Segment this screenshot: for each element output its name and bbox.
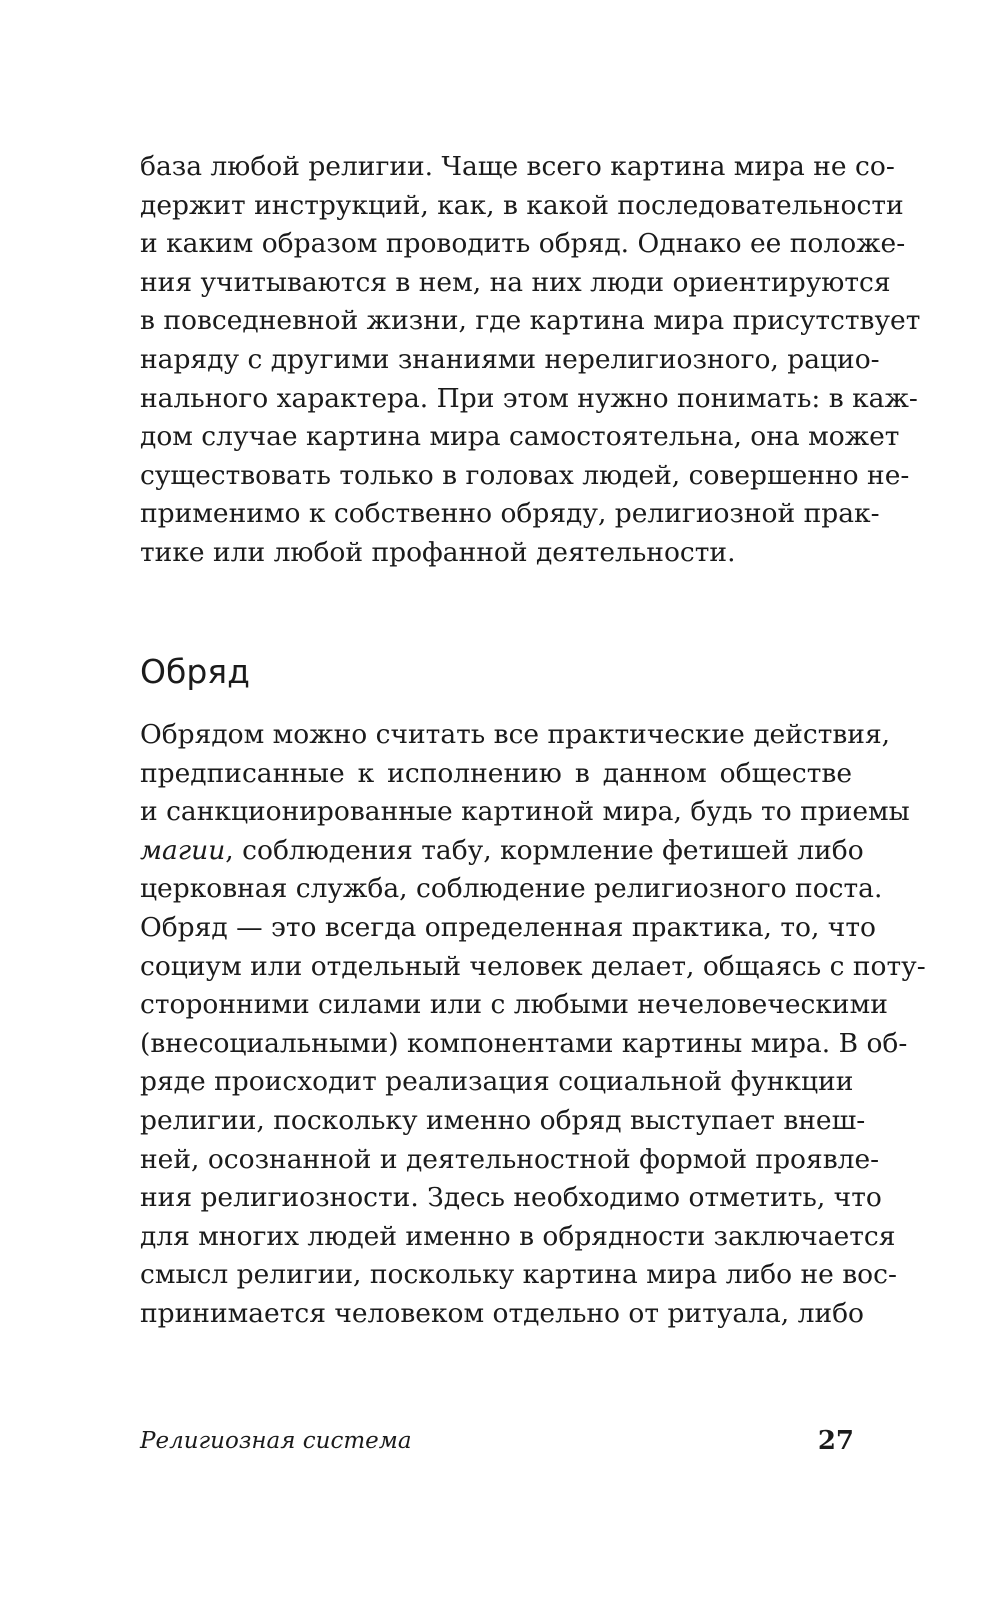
paragraph-2 bbox=[140, 716, 926, 1334]
text-line: и санкционированные картиной мира, будь то приемы bbox=[140, 796, 910, 828]
text-line: сторонними силами или с любыми нечеловеческими bbox=[140, 989, 888, 1021]
paragraph-1 bbox=[140, 148, 921, 573]
running-title: Религиозная система bbox=[140, 1428, 412, 1454]
text-line: нального характера. При этом нужно понимать: в каж- bbox=[140, 382, 918, 414]
text-line: база любой религии. Чаще всего картина мира не со- bbox=[140, 151, 895, 182]
text-line: ния религиозности. Здесь необходимо отметить, что bbox=[140, 1182, 882, 1214]
page-number: 27 bbox=[817, 1426, 854, 1456]
text-line: дом случае картина мира самостоятельна, она может bbox=[140, 421, 900, 453]
text-line: для многих людей именно в обрядности заключается bbox=[140, 1220, 896, 1252]
text-line: религии, поскольку именно обряд выступает внеш- bbox=[140, 1104, 866, 1136]
text-line: применимо к собственно обряду, религиозной прак- bbox=[140, 498, 880, 530]
text-line: ней, осознанной и деятельностной формой проявле- bbox=[140, 1143, 880, 1175]
text-line: тике или любой профанной деятельности. bbox=[140, 536, 736, 568]
text-line: держит инструкций, как, в какой последовательности bbox=[140, 189, 904, 221]
text-line: ния учитываются в нем, на них люди ориентируются bbox=[140, 266, 891, 298]
text-line: в повседневной жизни, где картина мира присутствует bbox=[140, 305, 921, 337]
text-line: церковная служба, соблюдение религиозного поста. bbox=[140, 873, 883, 905]
text-line-with-italic bbox=[140, 832, 864, 871]
text-line: ряде происходит реализация социальной функции bbox=[140, 1066, 854, 1098]
text-line: Обряд — это всегда определенная практика, то, что bbox=[140, 911, 876, 943]
text-line: и каким образом проводить обряд. Однако ее положе- bbox=[140, 228, 906, 260]
text-line: предписанные к исполнению в данном обществе bbox=[140, 757, 852, 789]
text-line: существовать только в головах людей, совершенно не- bbox=[140, 459, 910, 491]
section-heading: Обряд bbox=[140, 652, 250, 691]
text-line: смысл религии, поскольку картина мира либо не вос- bbox=[140, 1259, 897, 1291]
italic-term: магии bbox=[140, 834, 226, 866]
text-line: принимается человеком отдельно от ритуала, либо bbox=[140, 1297, 865, 1329]
text-line: Обрядом можно считать все практические действия, bbox=[140, 719, 891, 750]
text-line: социум или отдельный человек делает, общаясь с поту- bbox=[140, 950, 926, 982]
text-line: (внесоциальными) компонентами картины мира. В об- bbox=[140, 1027, 908, 1059]
text-line: наряду с другими знаниями нерелигиозного, рацио- bbox=[140, 343, 880, 375]
text-line-rest: , соблюдения табу, кормление фетишей либо bbox=[225, 834, 864, 866]
